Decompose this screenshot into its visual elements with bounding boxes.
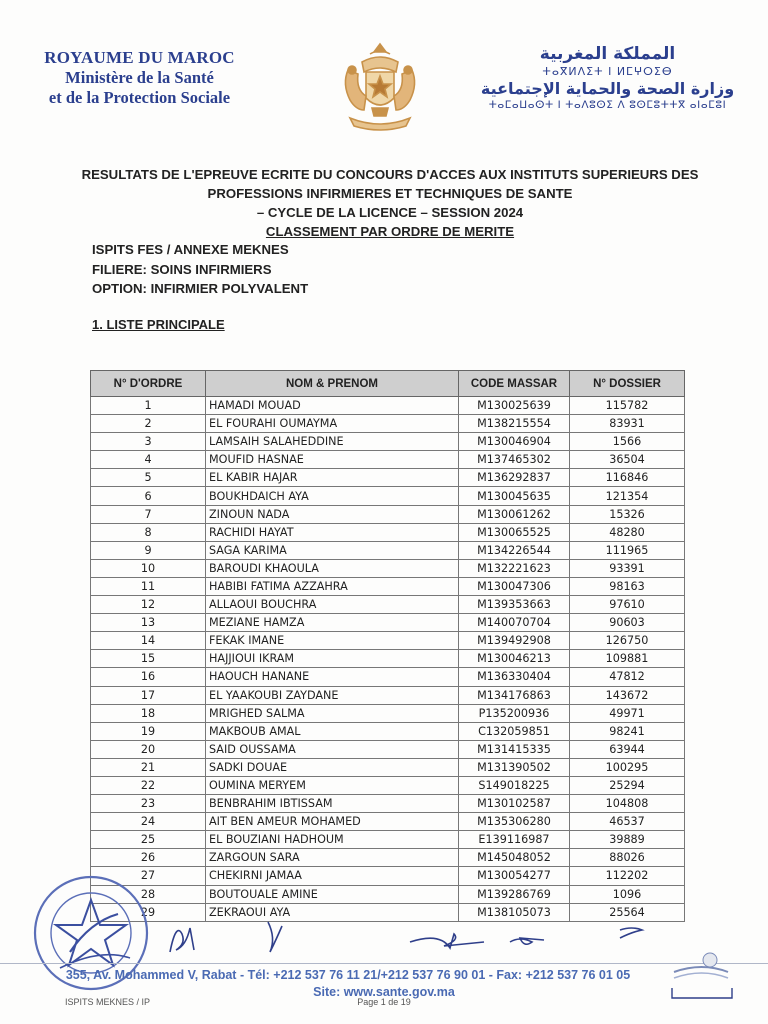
cell-name: BAROUDI KHAOULA (206, 559, 459, 577)
title-line-2: PROFESSIONS INFIRMIERES ET TECHNIQUES DE SANTE (207, 186, 573, 201)
cell-order: 28 (91, 885, 206, 903)
cell-name: AIT BEN AMEUR MOHAMED (206, 813, 459, 831)
table-row (91, 541, 685, 559)
results-table-body (91, 397, 685, 922)
table-row (91, 776, 685, 794)
table-row (91, 614, 685, 632)
title-line-4: CLASSEMENT PAR ORDRE DE MERITE (265, 224, 515, 239)
table-row (91, 559, 685, 577)
institute-label: ISPITS FES / ANNEXE MEKNES (92, 242, 289, 257)
cell-dossier: 143672 (570, 686, 685, 704)
cell-dossier: 121354 (570, 487, 685, 505)
cell-name: MAKBOUB AMAL (206, 722, 459, 740)
signatures-icon (150, 912, 710, 964)
cell-order: 3 (91, 433, 206, 451)
table-row (91, 885, 685, 903)
cell-order: 14 (91, 632, 206, 650)
footer-divider (0, 963, 768, 964)
cell-massar: M131390502 (459, 758, 570, 776)
table-row (91, 849, 685, 867)
cell-name: SAID OUSSAMA (206, 740, 459, 758)
cell-dossier: 47812 (570, 668, 685, 686)
table-row (91, 813, 685, 831)
cell-order: 19 (91, 722, 206, 740)
cell-order: 24 (91, 813, 206, 831)
cell-dossier: 109881 (570, 650, 685, 668)
cell-massar: M135306280 (459, 813, 570, 831)
ministry-name-fr-line2: et de la Protection Sociale (48, 88, 231, 108)
table-row (91, 668, 685, 686)
cell-name: SAGA KARIMA (206, 541, 459, 559)
cell-massar: M136330404 (459, 668, 570, 686)
cell-order: 10 (91, 559, 206, 577)
col-header-massar: CODE MASSAR (459, 371, 570, 397)
table-row (91, 831, 685, 849)
cell-dossier: 90603 (570, 614, 685, 632)
cell-order: 18 (91, 704, 206, 722)
cell-dossier: 25294 (570, 776, 685, 794)
cell-dossier: 100295 (570, 758, 685, 776)
cell-name: EL BOUZIANI HADHOUM (206, 831, 459, 849)
cell-name: MRIGHED SALMA (206, 704, 459, 722)
ministry-name-ar: وزارة الصحة والحماية الإجتماعية (480, 79, 735, 98)
cell-order: 21 (91, 758, 206, 776)
cell-name: HABIBI FATIMA AZZAHRA (206, 577, 459, 595)
cell-name: OUMINA MERYEM (206, 776, 459, 794)
cell-dossier: 104808 (570, 795, 685, 813)
cell-order: 15 (91, 650, 206, 668)
table-row (91, 867, 685, 885)
cell-name: ZARGOUN SARA (206, 849, 459, 867)
cell-order: 5 (91, 469, 206, 487)
cell-name: LAMSAIH SALAHEDDINE (206, 433, 459, 451)
table-row (91, 523, 685, 541)
col-header-name: NOM & PRENOM (206, 371, 459, 397)
cell-name: MEZIANE HAMZA (206, 614, 459, 632)
cell-massar: M145048052 (459, 849, 570, 867)
cell-massar: M136292837 (459, 469, 570, 487)
cell-name: BOUKHDAICH AYA (206, 487, 459, 505)
cell-dossier: 126750 (570, 632, 685, 650)
cell-massar: M140070704 (459, 614, 570, 632)
table-row (91, 487, 685, 505)
section-title: 1. LISTE PRINCIPALE (92, 317, 225, 332)
kingdom-name-tifinagh: ⵜⴰⴳⵍⴷⵉⵜ ⵏ ⵍⵎⵖⵔⵉⴱ (542, 65, 673, 79)
table-row (91, 596, 685, 614)
cell-massar: M139492908 (459, 632, 570, 650)
table-row (91, 469, 685, 487)
footer-address: 355, Av. Mohammed V, Rabat - Tél: +212 537 76 11 21/+212 537 76 90 01 - Fax: +212 537 76 01 05 (65, 968, 631, 982)
cell-order: 16 (91, 668, 206, 686)
cell-order: 8 (91, 523, 206, 541)
cell-order: 1 (91, 397, 206, 415)
kingdom-name-ar: المملكة المغربية (539, 44, 676, 64)
cell-order: 26 (91, 849, 206, 867)
cell-dossier: 1566 (570, 433, 685, 451)
cell-name: SADKI DOUAE (206, 758, 459, 776)
cell-name: HAMADI MOUAD (206, 397, 459, 415)
cell-dossier: 93391 (570, 559, 685, 577)
cell-order: 13 (91, 614, 206, 632)
cell-name: ALLAOUI BOUCHRA (206, 596, 459, 614)
cell-order: 9 (91, 541, 206, 559)
cell-massar: M130045635 (459, 487, 570, 505)
cell-order: 6 (91, 487, 206, 505)
cell-massar: M138215554 (459, 415, 570, 433)
cell-massar: M130065525 (459, 523, 570, 541)
page-number: Page 1 de 19 (357, 997, 411, 1007)
table-row (91, 505, 685, 523)
table-row (91, 415, 685, 433)
cell-order: 22 (91, 776, 206, 794)
kingdom-name-fr: ROYAUME DU MAROC (44, 48, 235, 67)
cell-dossier: 36504 (570, 451, 685, 469)
cell-name: EL YAAKOUBI ZAYDANE (206, 686, 459, 704)
cell-order: 23 (91, 795, 206, 813)
cell-dossier: 83931 (570, 415, 685, 433)
cell-massar: M139286769 (459, 885, 570, 903)
header-french (22, 48, 257, 108)
cell-dossier: 98163 (570, 577, 685, 595)
table-row (91, 704, 685, 722)
cell-order: 27 (91, 867, 206, 885)
cell-order: 29 (91, 903, 206, 921)
exam-info (92, 240, 308, 299)
cell-dossier: 97610 (570, 596, 685, 614)
cell-massar: M130061262 (459, 505, 570, 523)
cell-massar: M132221623 (459, 559, 570, 577)
cell-name: ZEKRAOUI AYA (206, 903, 459, 921)
cell-massar: M130046213 (459, 650, 570, 668)
title-line-3: – CYCLE DE LA LICENCE – SESSION 2024 (256, 205, 524, 220)
cell-name: CHEKIRNI JAMAA (206, 867, 459, 885)
cell-name: HAJJIOUI IKRAM (206, 650, 459, 668)
cell-dossier: 39889 (570, 831, 685, 849)
cell-dossier: 49971 (570, 704, 685, 722)
cell-name: EL KABIR HAJAR (206, 469, 459, 487)
cell-name: EL FOURAHI OUMAYMA (206, 415, 459, 433)
cell-massar: M137465302 (459, 451, 570, 469)
cell-order: 11 (91, 577, 206, 595)
cell-dossier: 88026 (570, 849, 685, 867)
cell-dossier: 25564 (570, 903, 685, 921)
cell-massar: M139353663 (459, 596, 570, 614)
cell-dossier: 15326 (570, 505, 685, 523)
cell-name: HAOUCH HANANE (206, 668, 459, 686)
table-row (91, 722, 685, 740)
results-table (90, 370, 685, 922)
cell-order: 25 (91, 831, 206, 849)
cell-name: BENBRAHIM IBTISSAM (206, 795, 459, 813)
cell-massar: M134226544 (459, 541, 570, 559)
cell-name: BOUTOUALE AMINE (206, 885, 459, 903)
cell-dossier: 1096 (570, 885, 685, 903)
cell-massar: P135200936 (459, 704, 570, 722)
cell-massar: M130102587 (459, 795, 570, 813)
footer-origin-label: ISPITS MEKNES / IP (65, 997, 151, 1007)
table-row (91, 397, 685, 415)
cell-dossier: 48280 (570, 523, 685, 541)
table-row (91, 650, 685, 668)
cell-massar: C132059851 (459, 722, 570, 740)
table-row (91, 686, 685, 704)
cell-massar: M134176863 (459, 686, 570, 704)
cell-name: MOUFID HASNAE (206, 451, 459, 469)
cell-massar: M130047306 (459, 577, 570, 595)
coat-of-arms-icon (332, 40, 428, 136)
cell-massar: E139116987 (459, 831, 570, 849)
table-row (91, 451, 685, 469)
cell-massar: M130054277 (459, 867, 570, 885)
footer-website[interactable]: Site: www.sante.gov.ma (313, 985, 455, 999)
cell-order: 4 (91, 451, 206, 469)
ministry-name-fr-line1: Ministère de la Santé (65, 68, 214, 88)
cell-order: 20 (91, 740, 206, 758)
cell-order: 2 (91, 415, 206, 433)
table-row (91, 795, 685, 813)
table-row (91, 758, 685, 776)
cell-massar: M130046904 (459, 433, 570, 451)
cell-dossier: 63944 (570, 740, 685, 758)
cell-dossier: 115782 (570, 397, 685, 415)
cell-order: 17 (91, 686, 206, 704)
cell-dossier: 46537 (570, 813, 685, 831)
table-header-row (91, 371, 685, 397)
ministry-logo-icon (668, 948, 734, 1000)
document-title (60, 165, 720, 241)
option-label: OPTION: INFIRMIER POLYVALENT (92, 281, 309, 296)
col-header-order: N° D'ORDRE (91, 371, 206, 397)
cell-massar: M131415335 (459, 740, 570, 758)
cell-name: ZINOUN NADA (206, 505, 459, 523)
title-line-1: RESULTATS DE L'EPREUVE ECRITE DU CONCOURS D'ACCES AUX INSTITUTS SUPERIEURS DES (81, 167, 699, 182)
table-row (91, 433, 685, 451)
cell-massar: M138105073 (459, 903, 570, 921)
cell-dossier: 116846 (570, 469, 685, 487)
col-header-dossier: N° DOSSIER (570, 371, 685, 397)
header-arabic (465, 44, 750, 112)
cell-massar: S149018225 (459, 776, 570, 794)
cell-order: 12 (91, 596, 206, 614)
cell-order: 7 (91, 505, 206, 523)
table-row (91, 577, 685, 595)
cell-name: RACHIDI HAYAT (206, 523, 459, 541)
filiere-label: FILIERE: SOINS INFIRMIERS (92, 261, 272, 277)
cell-dossier: 112202 (570, 867, 685, 885)
cell-massar: M130025639 (459, 397, 570, 415)
ministry-name-tifinagh: ⵜⴰⵎⴰⵡⴰⵙⵜ ⵏ ⵜⴰⴷⵓⵙⵉ ⴷ ⵓⵙⵎⵓⵜⵜⴳ ⴰⵏⴰⵎⵓⵏ (488, 99, 727, 111)
table-row (91, 740, 685, 758)
cell-dossier: 98241 (570, 722, 685, 740)
cell-dossier: 111965 (570, 541, 685, 559)
cell-name: FEKAK IMANE (206, 632, 459, 650)
table-row (91, 632, 685, 650)
